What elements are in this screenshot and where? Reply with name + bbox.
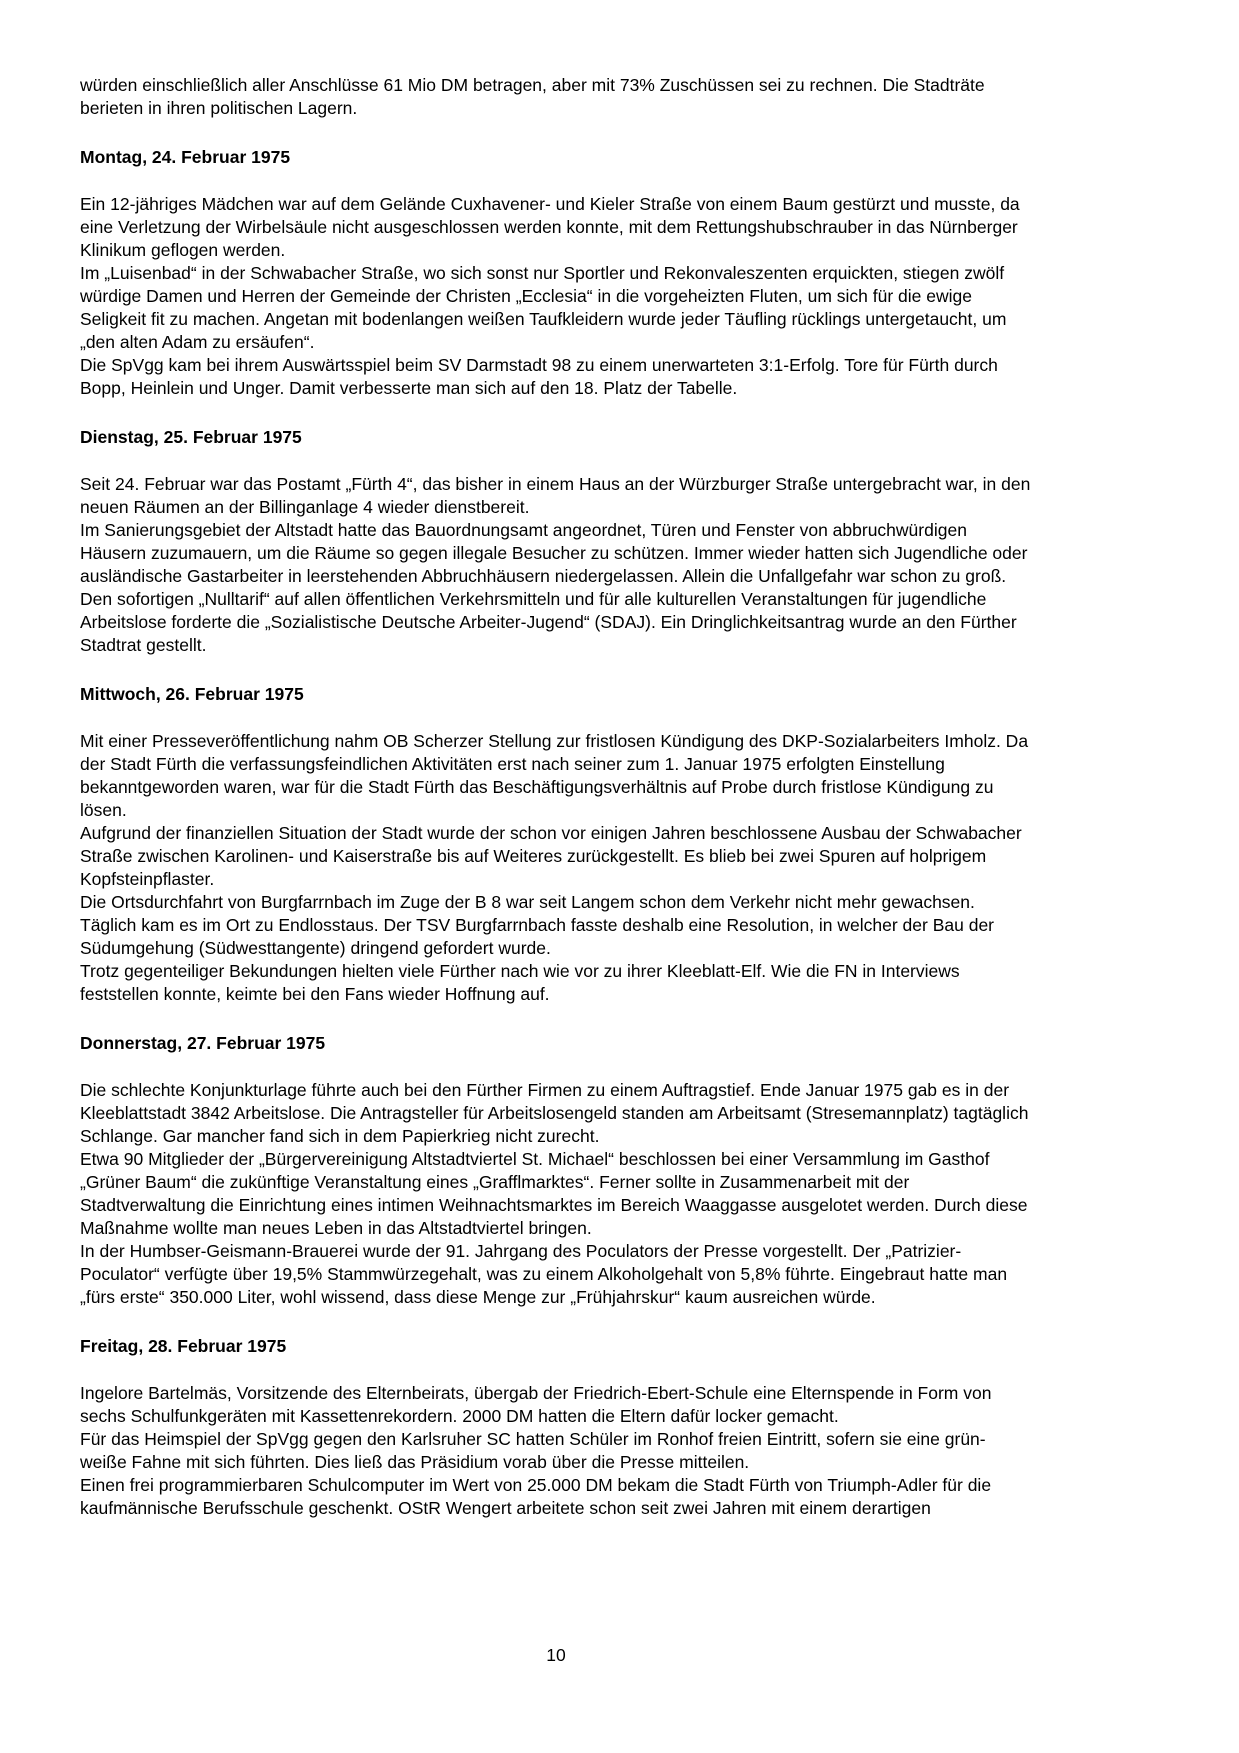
paragraph: Den sofortigen „Nulltarif“ auf allen öffentlichen Verkehrsmitteln und für alle kulturellen Veranstaltungen für jugendliche Arbeitslose forderte die „Sozialistische Deutsche Arbeiter-Jugend“ (SDAJ). Ein Dringlichkeitsantrag wurde an den Fürther Stadtrat gestellt. [80, 589, 1017, 655]
paragraph: Mit einer Presseveröffentlichung nahm OB Scherzer Stellung zur fristlosen Kündigung des DKP-Sozialarbeiters Imholz. Da der Stadt Fürth die verfassungsfeindlichen Aktivitäten erst nach seiner zum 1. Januar 1975 erfolgten Einstellung bekanntgeworden waren, war für die Stadt Fürth das Beschäftigungsverhältnis auf Probe durch fristlose Kündigung zu lösen. [80, 731, 1029, 820]
section-heading-tuesday: Dienstag, 25. Februar 1975 [80, 427, 302, 447]
paragraph: Die schlechte Konjunkturlage führte auch bei den Fürther Firmen zu einem Auftragstief. Ende Januar 1975 gab es in der Kleeblattstadt 3842 Arbeitslose. Die Antragsteller für Arbeitslosengeld standen am Arbeitsamt (Stresemannplatz) tagtäglich Schlange. Gar mancher fand sich in dem Papierkrieg nicht zurecht. [80, 1080, 1029, 1146]
paragraph: Im Sanierungsgebiet der Altstadt hatte das Bauordnungsamt angeordnet, Türen und Fenster von abbruchwürdigen Häusern zuzumauern, um die Räume so gegen illegale Besucher zu schützen. Immer wieder hatten sich Jugendliche oder ausländische Gastarbeiter in leerstehenden Abbruchhäusern niedergelassen. Allein die Unfallgefahr war schon zu groß. [80, 520, 1028, 586]
paragraph: Ingelore Bartelmäs, Vorsitzende des Elternbeirats, übergab der Friedrich-Ebert-Schule eine Elternspende in Form von sechs Schulfunkgeräten mit Kassettenrekordern. 2000 DM hatten die Eltern dafür locker gemacht. [80, 1383, 992, 1426]
paragraph: Trotz gegenteiliger Bekundungen hielten viele Fürther nach wie vor zu ihrer Kleeblatt-Elf. Wie die FN in Interviews feststellen konnte, keimte bei den Fans wieder Hoffnung auf. [80, 961, 960, 1004]
paragraph: Einen frei programmierbaren Schulcomputer im Wert von 25.000 DM bekam die Stadt Fürth von Triumph-Adler für die kaufmännische Berufsschule geschenkt. OStR Wengert arbeitete schon seit zwei Jahren mit einem derartigen [80, 1475, 992, 1518]
paragraph: Ein 12-jähriges Mädchen war auf dem Gelände Cuxhavener- und Kieler Straße von einem Baum gestürzt und musste, da eine Verletzung der Wirbelsäule nicht ausgeschlossen werden konnte, mit dem Rettungshubschrauber in das Nürnberger Klinikum geflogen werden. [80, 194, 1020, 260]
paragraph: Seit 24. Februar war das Postamt „Fürth 4“, das bisher in einem Haus an der Würzburger Straße untergebracht war, in den neuen Räumen an der Billinganlage 4 wieder dienstbereit. [80, 474, 1031, 517]
paragraph: Für das Heimspiel der SpVgg gegen den Karlsruher SC hatten Schüler im Ronhof freien Eintritt, sofern sie eine grün-weiße Fahne mit sich führten. Dies ließ das Präsidium vorab über die Presse mitteilen. [80, 1429, 986, 1472]
page-number: 10 [546, 1645, 566, 1665]
paragraph: Im „Luisenbad“ in der Schwabacher Straße, wo sich sonst nur Sportler und Rekonvaleszenten erquickten, stiegen zwölf würdige Damen und Herren der Gemeinde der Christen „Ecclesia“ in die vorgeheizten Fluten, um sich für die ewige Seligkeit fit zu machen. Angetan mit bodenlangen weißen Taufkleidern wurde jeder Täufling rücklings untergetaucht, um „den alten Adam zu ersäufen“. [80, 263, 1007, 352]
paragraph: Aufgrund der finanziellen Situation der Stadt wurde der schon vor einigen Jahren beschlossene Ausbau der Schwabacher Straße zwischen Karolinen- und Kaiserstraße bis auf Weiteres zurückgestellt. Es blieb bei zwei Spuren auf holprigem Kopfsteinpflaster. [80, 823, 1022, 889]
paragraph: Die SpVgg kam bei ihrem Auswärtsspiel beim SV Darmstadt 98 zu einem unerwarteten 3:1-Erfolg. Tore für Fürth durch Bopp, Heinlein und Unger. Damit verbesserte man sich auf den 18. Platz der Tabelle. [80, 355, 998, 398]
section-heading-thursday: Donnerstag, 27. Februar 1975 [80, 1033, 326, 1053]
section-heading-wednesday: Mittwoch, 26. Februar 1975 [80, 684, 304, 704]
paragraph: Etwa 90 Mitglieder der „Bürgervereinigung Altstadtviertel St. Michael“ beschlossen bei einer Versammlung im Gasthof „Grüner Baum“ die zukünftige Veranstaltung eines „Grafflmarktes“. Ferner sollte in Zusammenarbeit mit der Stadtverwaltung die Einrichtung eines intimen Weihnachtsmarktes im Bereich Waaggasse ausgelotet werden. Durch diese Maßnahme wollte man neues Leben in das Altstadtviertel bringen. [80, 1149, 1028, 1238]
paragraph: Die Ortsdurchfahrt von Burgfarrnbach im Zuge der B 8 war seit Langem schon dem Verkehr nicht mehr gewachsen. Täglich kam es im Ort zu Endlosstaus. Der TSV Burgfarrnbach fasste deshalb eine Resolution, in welcher der Bau der Südumgehung (Südwesttangente) dringend gefordert wurde. [80, 892, 995, 958]
section-heading-friday: Freitag, 28. Februar 1975 [80, 1336, 287, 1356]
paragraph-continuation: würden einschließlich aller Anschlüsse 61 Mio DM betragen, aber mit 73% Zuschüssen sei zu rechnen. Die Stadträte berieten in ihren politischen Lagern. [80, 75, 985, 118]
section-heading-monday: Montag, 24. Februar 1975 [80, 147, 291, 167]
document-body [80, 74, 1032, 1520]
paragraph: In der Humbser-Geismann-Brauerei wurde der 91. Jahrgang des Poculators der Presse vorgestellt. Der „Patrizier-Poculator“ verfügte über 19,5% Stammwürzegehalt, was zu einem Alkoholgehalt von 5,8% führte. Eingebraut hatte man „fürs erste“ 350.000 Liter, wohl wissend, dass diese Menge zur „Frühjahrskur“ kaum ausreichen würde. [80, 1241, 1008, 1307]
